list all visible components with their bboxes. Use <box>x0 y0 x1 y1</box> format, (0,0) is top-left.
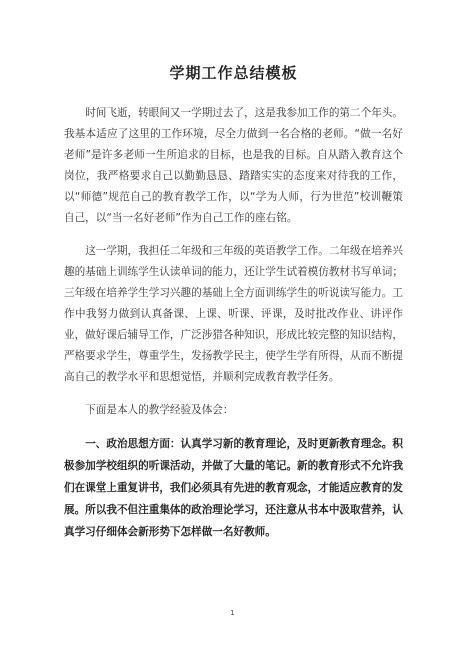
paragraph-political-thought: 一、政治思想方面：认真学习新的教育理论，及时更新教育理念。积极参加学校组织的听课活动，并做了大量的笔记。新的教育形式不允许我们在课堂上重复讲书，我们必须具有先进的教育观念，才能适应教育的发展。所以我不但注重集体的政治理论学习，还注意从书本中汲取营养，认真学习仔细体会新形势下怎样做一名好教师。 <box>64 438 403 538</box>
document-title: 学期工作总结模板 <box>169 64 298 82</box>
page-number: 1 <box>230 609 235 617</box>
paragraph-teaching-work: 这一学期，我担任二年级和三年级的英语教学工作。二年级在培养兴趣的基础上训练学生认读单词的能力，还让学生试着模仿教材书写单词；三年级在培养学生学习兴趣的基础上全方面训练学生的听说读写能力。工作中我努力做到认真备课、上课、听课、评课，及时批改作业、讲评作业，做好课后辅导工作，广泛涉猎各种知识，形成比较完整的知识结构，严格要求学生，尊重学生，发扬教学民主，使学生学有所得，从而不断提高自己的教学水平和思想觉悟，并顺利完成教育教学任务。 <box>64 245 403 383</box>
paragraph-experience-lead: 下面是本人的教学经验及体会： <box>85 404 234 416</box>
paragraph-intro: 时间飞逝，转眼间又一学期过去了，这是我参加工作的第二个年头。我基本适应了这里的工作环境，尽全力做到一名合格的老师。“做一名好老师”是许多老师一生所追求的目标，也是我的目标。自从踏入教育这个岗位，我严格要求自己以勤勤恳恳、踏踏实实的态度来对待我的工作，以“师德”规范自己的教育教学工作，以“学为人师，行为世范”校训鞭策自己，以“当一名好老师”作为自己工作的座右铭。 <box>64 107 403 224</box>
